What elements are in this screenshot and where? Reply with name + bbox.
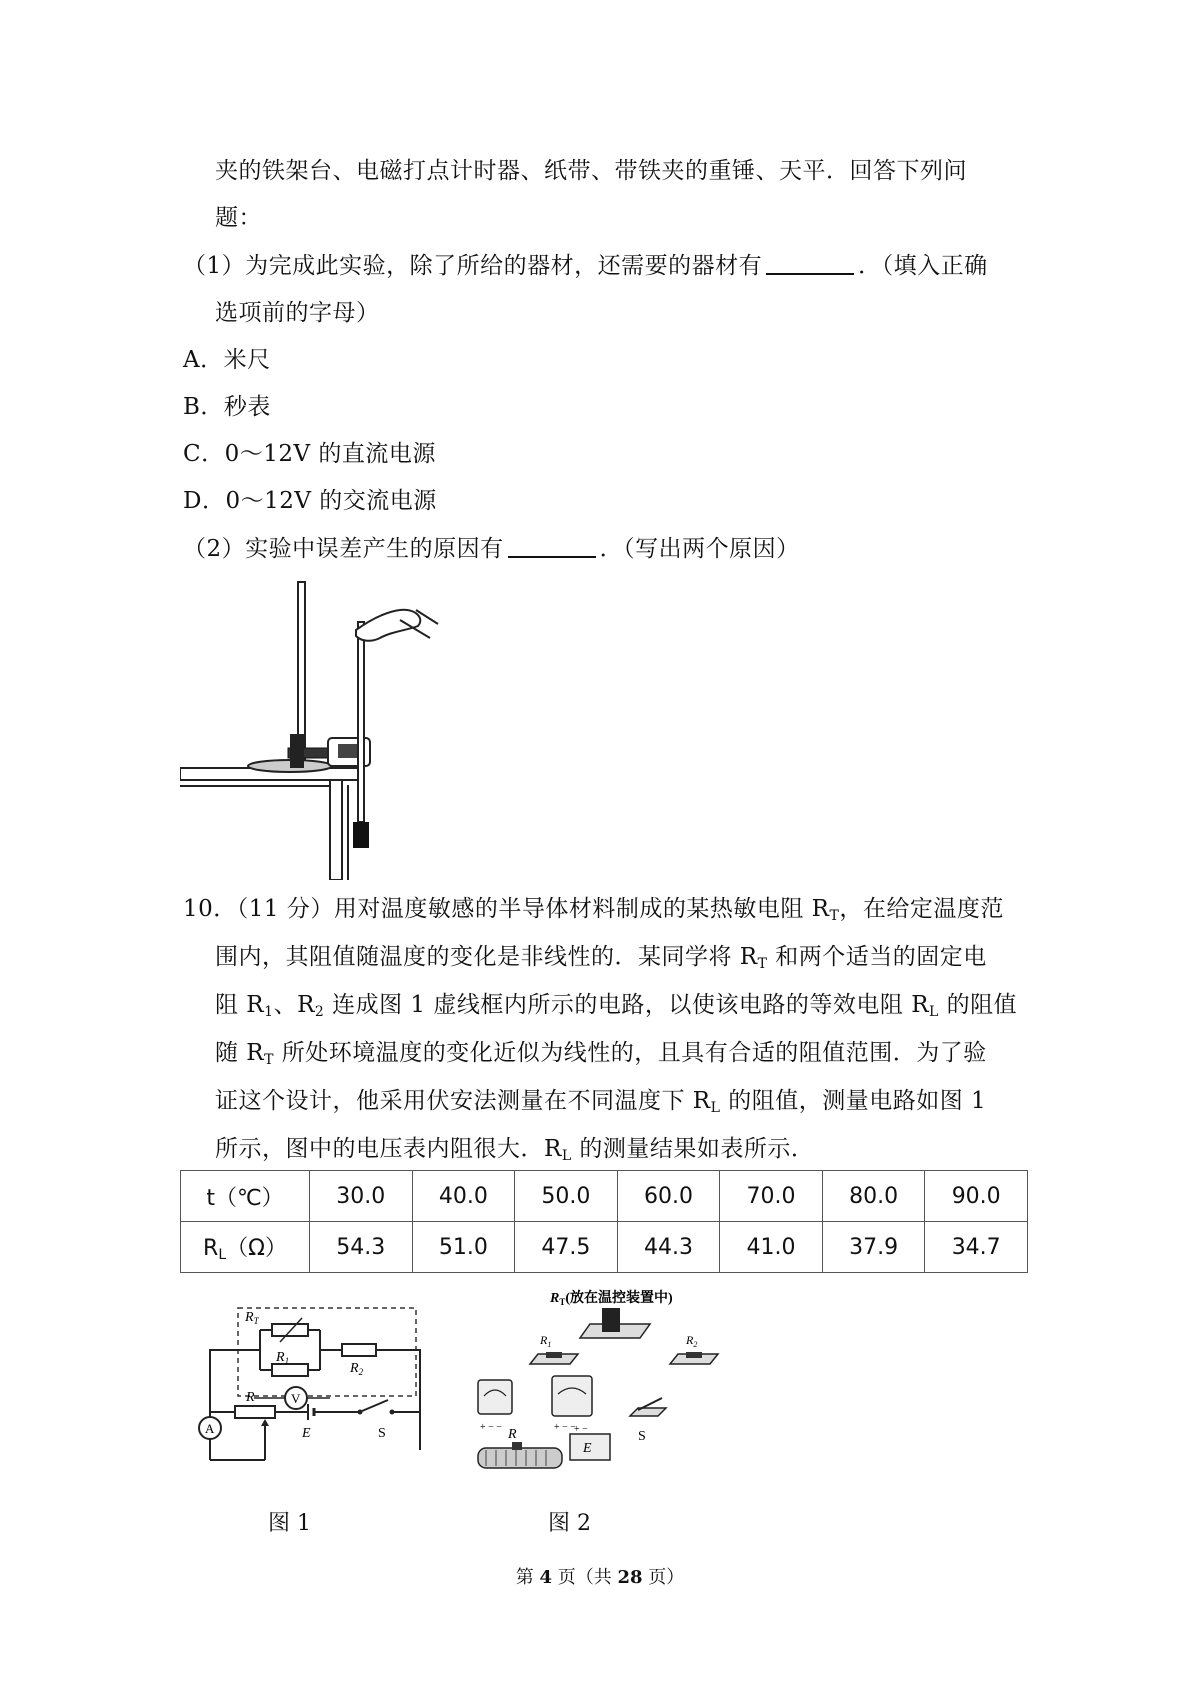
- label-r1: $R_1$: [276, 1350, 290, 1366]
- fig2-voltmeter: [552, 1376, 592, 1416]
- table-cell: 34.7: [925, 1222, 1028, 1273]
- q10-line2: 围内，其阻值随温度的变化是非线性的．某同学将 $R_T$ 和两个适当的固定电: [215, 944, 987, 972]
- paper-tape: [358, 622, 364, 822]
- q9-part2: [183, 533, 800, 565]
- svg-text:+ − −: + − −: [480, 1422, 502, 1433]
- q9-part1-blank: [766, 251, 854, 275]
- table-cell: 60.0: [617, 1171, 720, 1222]
- table-row: [181, 1222, 1028, 1273]
- fig2-label-r2: $R_2$: [686, 1333, 698, 1349]
- fig2-label-s: S: [638, 1429, 646, 1444]
- fig2-label-r1: $R_1$: [540, 1333, 552, 1349]
- rheostat: [235, 1406, 275, 1418]
- table-row: [181, 1171, 1028, 1222]
- table-cell: 80.0: [822, 1171, 925, 1222]
- label-v: V: [291, 1391, 301, 1406]
- q10-line4: 随 $R_T$ 所处环境温度的变化近似为线性的，且具有合适的阻值范围．为了验: [215, 1040, 987, 1068]
- resistor-r2: [342, 1344, 376, 1356]
- q9-part2-prefix: （2）实验中误差产生的原因有: [183, 536, 504, 562]
- q9-option-b: B．秒表: [183, 394, 271, 420]
- q9-option-d: D．0～12V 的交流电源: [183, 488, 437, 514]
- page-footer: 第 4 页（共 28 页）: [515, 1567, 685, 1588]
- q10-line3: 阻 $R_1$、$R_2$ 连成图 1 虚线框内所示的电路，以使该电路的等效电阻 $R_L$ 的阻值: [215, 992, 1018, 1020]
- q9-part1-prefix: （1）为完成此实验，除了所给的器材，还需要的器材有: [183, 253, 763, 279]
- resistor-r1: [272, 1364, 308, 1376]
- table-cell: 47.5: [515, 1222, 618, 1273]
- label-a: A: [205, 1421, 215, 1436]
- q9-option-c: C．0～12V 的直流电源: [183, 441, 436, 467]
- q9-part1-line2: 选项前的字母）: [215, 300, 380, 326]
- q9-intro-line2: 题：: [215, 205, 262, 231]
- label-rheostat: R: [246, 1390, 255, 1405]
- fig2-rheostat: [478, 1448, 562, 1468]
- q9-intro-line1: 夹的铁架台、电磁打点计时器、纸带、带铁夹的重锤、天平．回答下列问: [215, 158, 967, 184]
- q9-part1-suffix: ．（填入正确: [858, 253, 988, 279]
- label-rt: $R_T$: [245, 1310, 259, 1326]
- svg-text:+ −: + −: [574, 1424, 588, 1435]
- dashed-box: [238, 1308, 416, 1396]
- switch: [362, 1400, 388, 1411]
- rt-component: [602, 1308, 620, 1332]
- table-cell: 40.0: [412, 1171, 515, 1222]
- table-header-resistance: $R_L(\Omega)$: [181, 1222, 310, 1273]
- svg-text:+ − −: + − −: [554, 1422, 576, 1433]
- label-r2: $R_2$: [350, 1361, 364, 1377]
- q9-part2-blank: [508, 534, 596, 558]
- figure1-caption: 图 1: [268, 1511, 311, 1536]
- fig2-ammeter: [478, 1380, 512, 1414]
- table-cell: 37.9: [822, 1222, 925, 1273]
- apparatus-illustration: [180, 580, 440, 880]
- table-cell: 54.3: [310, 1222, 413, 1273]
- table-cell: 70.0: [720, 1171, 823, 1222]
- q9-part2-suffix: ．（写出两个原因）: [599, 536, 800, 562]
- fig2-label-r: R: [508, 1427, 517, 1442]
- table-header-temperature: t（℃）: [181, 1171, 310, 1222]
- q10-line6: 所示，图中的电压表内阻很大．$R_L$ 的测量结果如表所示．: [215, 1136, 815, 1164]
- table-cell: 51.0: [412, 1222, 515, 1273]
- table-cell: 90.0: [925, 1171, 1028, 1222]
- q9-option-a: A．米尺: [183, 347, 271, 373]
- fig2-switch: [630, 1408, 666, 1416]
- q10-line5: 证这个设计，他采用伏安法测量在不同温度下 $R_L$ 的阻值，测量电路如图 1: [215, 1088, 987, 1116]
- figure2-apparatus-drawing: [470, 1288, 740, 1488]
- figure2-caption: 图 2: [548, 1511, 591, 1536]
- fig2-label-e: E: [583, 1441, 592, 1456]
- weight: [353, 822, 369, 848]
- page-total: 28: [617, 1567, 643, 1588]
- table-cell: 50.0: [515, 1171, 618, 1222]
- figure1-circuit-diagram: [190, 1300, 440, 1480]
- table-cell: 30.0: [310, 1171, 413, 1222]
- page-number: 4: [539, 1567, 552, 1588]
- resistance-table: [180, 1170, 1028, 1273]
- label-s: S: [378, 1426, 386, 1441]
- q9-part1-line1: [183, 250, 988, 282]
- table-cell: 41.0: [720, 1222, 823, 1273]
- q10-number: 10．: [183, 896, 237, 922]
- label-e: E: [302, 1426, 311, 1441]
- table-cell: 44.3: [617, 1222, 720, 1273]
- table-leg: [330, 780, 342, 880]
- q10-line1: 10．（11 分）用对温度敏感的半导体材料制成的某热敏电阻 $R_T$，在给定温度范: [183, 896, 1004, 924]
- figure2-title: $R_T$(放在温控装置中): [550, 1291, 673, 1307]
